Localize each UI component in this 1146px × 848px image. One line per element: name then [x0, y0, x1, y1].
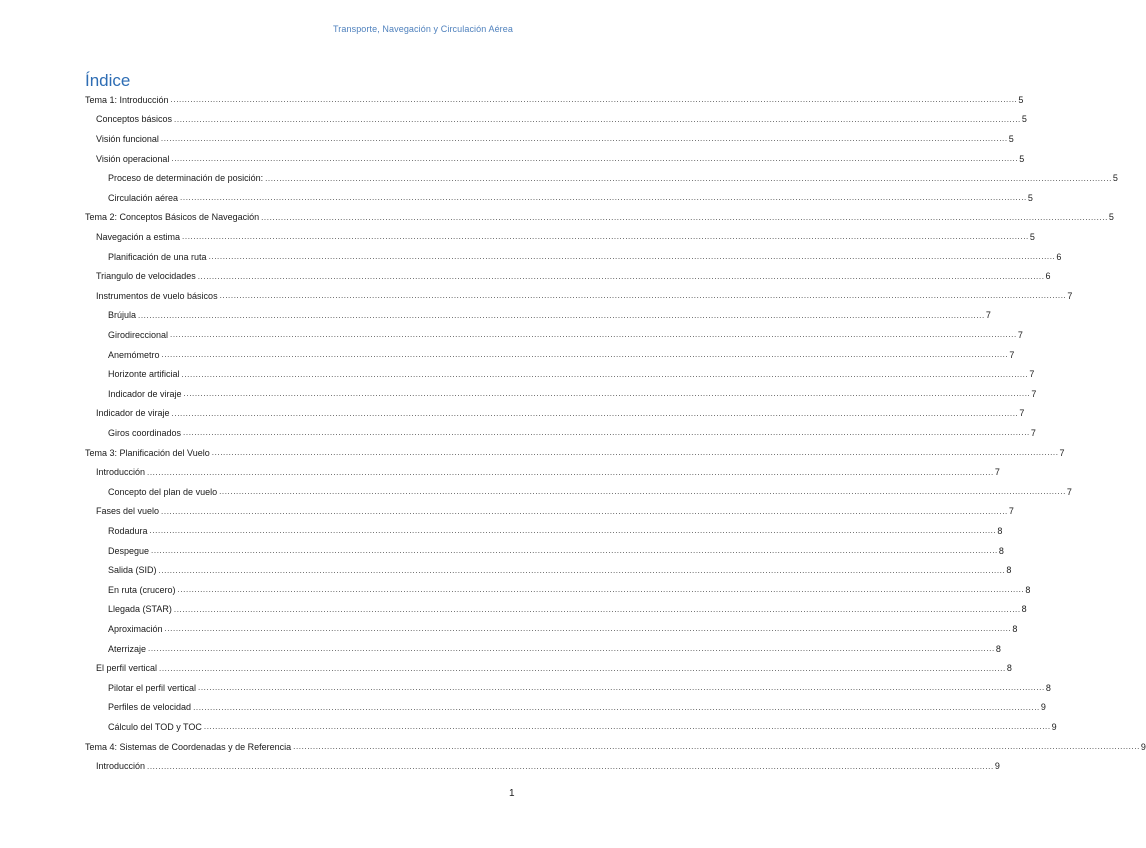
toc-entry-page: 7 [1030, 427, 1036, 438]
toc-entry-page: 5 [1019, 153, 1025, 164]
toc-leader-dots: ............................................................................................................................................................................................................................................................................................................ [170, 330, 1017, 340]
toc-leader-dots: ............................................................................................................................................................................................................................................................................................................ [261, 212, 1108, 222]
toc-entry[interactable] [96, 502, 1014, 522]
toc-entry-page: 9 [1051, 721, 1057, 732]
toc-entry-label: Anemómetro [108, 349, 160, 360]
toc-leader-dots: ............................................................................................................................................................................................................................................................................................................ [219, 487, 1066, 497]
toc-leader-dots: ............................................................................................................................................................................................................................................................................................................ [208, 252, 1056, 262]
page-number: 1 [509, 788, 515, 799]
toc-entry[interactable] [108, 717, 1057, 737]
toc-entry-label: Introducción [96, 761, 146, 772]
toc-entry-label: Girodireccional [108, 329, 169, 340]
toc-entry-page: 7 [1029, 369, 1035, 380]
toc-entry-label: Giros coordinados [108, 427, 182, 438]
toc-entry[interactable] [96, 756, 1000, 776]
toc-leader-dots: ............................................................................................................................................................................................................................................................................................................ [170, 95, 1018, 105]
toc-entry[interactable] [96, 227, 1035, 247]
toc-entry-label: Llegada (STAR) [108, 604, 172, 615]
toc-leader-dots: ............................................................................................................................................................................................................................................................................................................ [265, 173, 1112, 183]
toc-entry-page: 7 [985, 310, 991, 321]
toc-entry[interactable] [85, 208, 1114, 228]
toc-leader-dots: ............................................................................................................................................................................................................................................................................................................ [219, 291, 1067, 301]
toc-entry-page: 5 [1008, 133, 1014, 144]
toc-entry-page: 8 [995, 643, 1001, 654]
toc-entry[interactable] [85, 737, 1146, 757]
toc-leader-dots: ............................................................................................................................................................................................................................................................................................................ [293, 742, 1140, 752]
toc-entry-label: Indicador de viraje [96, 408, 170, 419]
toc-entry[interactable] [96, 286, 1073, 306]
toc-entry[interactable] [108, 521, 1003, 541]
toc-entry-page: 7 [1067, 290, 1073, 301]
toc-entry[interactable] [96, 404, 1025, 424]
toc-entry-label: Concepto del plan de vuelo [108, 486, 218, 497]
toc-entry-label: Despegue [108, 545, 150, 556]
toc-entry[interactable] [108, 482, 1072, 502]
toc-entry-page: 8 [1045, 682, 1051, 693]
toc-entry-label: Aterrizaje [108, 643, 147, 654]
toc-entry[interactable] [96, 658, 1012, 678]
toc-entry-page: 5 [1108, 212, 1114, 223]
toc-leader-dots: ............................................................................................................................................................................................................................................................................................................ [151, 546, 998, 556]
toc-entry[interactable] [108, 325, 1023, 345]
toc-entry-label: Proceso de determinación de posición: [108, 173, 264, 184]
toc-entry-page: 9 [1140, 741, 1146, 752]
toc-entry-page: 7 [1019, 408, 1025, 419]
toc-leader-dots: ............................................................................................................................................................................................................................................................................................................ [174, 114, 1021, 124]
toc-entry[interactable] [108, 364, 1035, 384]
toc-entry-label: Visión operacional [96, 153, 170, 164]
toc-entry-page: 7 [1031, 388, 1037, 399]
toc-entry[interactable] [85, 90, 1024, 110]
toc-leader-dots: ............................................................................................................................................................................................................................................................................................................ [193, 702, 1040, 712]
toc-entry-label: Conceptos básicos [96, 114, 173, 125]
toc-entry[interactable] [108, 600, 1027, 620]
toc-entry-label: Tema 2: Conceptos Básicos de Navegación [85, 212, 260, 223]
toc-entry[interactable] [108, 541, 1004, 561]
toc-leader-dots: ............................................................................................................................................................................................................................................................................................................ [182, 232, 1029, 242]
toc-entry-page: 7 [1066, 486, 1072, 497]
toc-entry-page: 5 [1029, 231, 1035, 242]
toc-entry-page: 7 [994, 467, 1000, 478]
toc-leader-dots: ............................................................................................................................................................................................................................................................................................................ [183, 428, 1030, 438]
toc-leader-dots: ............................................................................................................................................................................................................................................................................................................ [177, 585, 1025, 595]
toc-leader-dots: ............................................................................................................................................................................................................................................................................................................ [171, 408, 1019, 418]
toc-heading: Índice [85, 71, 131, 90]
toc-entry-page: 7 [1059, 447, 1065, 458]
toc-leader-dots: ............................................................................................................................................................................................................................................................................................................ [197, 271, 1045, 281]
toc-entry[interactable] [96, 462, 1000, 482]
toc-entry[interactable] [96, 266, 1051, 286]
toc-entry[interactable] [96, 129, 1014, 149]
toc-entry-label: Introducción [96, 467, 146, 478]
toc-entry[interactable] [96, 149, 1025, 169]
toc-leader-dots: ............................................................................................................................................................................................................................................................................................................ [203, 722, 1051, 732]
toc-entry[interactable] [108, 345, 1015, 365]
toc-entry-label: Salida (SID) [108, 565, 157, 576]
toc-entry[interactable] [108, 306, 991, 326]
toc-leader-dots: ............................................................................................................................................................................................................................................................................................................ [183, 389, 1031, 399]
toc-leader-dots: ............................................................................................................................................................................................................................................................................................................ [180, 193, 1027, 203]
toc-leader-dots: ............................................................................................................................................................................................................................................................................................................ [211, 448, 1059, 458]
toc-entry-page: 6 [1056, 251, 1062, 262]
toc-entry-label: Tema 1: Introducción [85, 94, 169, 105]
toc-entry-page: 5 [1112, 173, 1118, 184]
toc-entry[interactable] [85, 443, 1065, 463]
toc-leader-dots: ............................................................................................................................................................................................................................................................................................................ [138, 310, 985, 320]
toc-entry[interactable] [108, 580, 1031, 600]
toc-leader-dots: ............................................................................................................................................................................................................................................................................................................ [161, 350, 1009, 360]
toc-entry-label: Horizonte artificial [108, 369, 180, 380]
toc-entry[interactable] [108, 678, 1051, 698]
toc-entry-label: Visión funcional [96, 133, 159, 144]
toc-entry-page: 5 [1021, 114, 1027, 125]
toc-leader-dots: ............................................................................................................................................................................................................................................................................................................ [148, 644, 995, 654]
toc-leader-dots: ............................................................................................................................................................................................................................................................................................................ [164, 624, 1012, 634]
toc-entry-page: 5 [1027, 192, 1033, 203]
toc-entry-label: Brújula [108, 310, 137, 321]
toc-entry[interactable] [108, 639, 1001, 659]
toc-entry[interactable] [108, 698, 1046, 718]
toc-entry-label: Aproximación [108, 623, 163, 634]
toc-leader-dots: ............................................................................................................................................................................................................................................................................................................ [198, 683, 1045, 693]
toc-leader-dots: ............................................................................................................................................................................................................................................................................................................ [181, 369, 1029, 379]
toc-entry-page: 8 [1025, 584, 1031, 595]
toc-entry[interactable] [108, 560, 1012, 580]
toc-entry-page: 8 [1006, 663, 1012, 674]
toc-entry-page: 8 [997, 525, 1003, 536]
toc-leader-dots: ............................................................................................................................................................................................................................................................................................................ [149, 526, 997, 536]
toc-entry-page: 6 [1045, 271, 1051, 282]
toc-entry-page: 7 [1009, 349, 1015, 360]
toc-entry-label: Instrumentos de vuelo básicos [96, 290, 218, 301]
toc-leader-dots: ............................................................................................................................................................................................................................................................................................................ [160, 134, 1008, 144]
toc-entry[interactable] [108, 168, 1118, 188]
toc-entry-label: Rodadura [108, 525, 148, 536]
toc-entry-page: 8 [1012, 623, 1018, 634]
toc-entry-page: 7 [1017, 329, 1023, 340]
toc-entry-label: Tema 3: Planificación del Vuelo [85, 447, 210, 458]
toc-entry-label: Cálculo del TOD y TOC [108, 721, 202, 732]
toc-leader-dots: ............................................................................................................................................................................................................................................................................................................ [147, 761, 994, 771]
toc-entry-page: 9 [1040, 702, 1046, 713]
toc-entry-page: 9 [994, 761, 1000, 772]
toc-entry-page: 8 [1006, 565, 1012, 576]
toc-entry-label: Indicador de viraje [108, 388, 182, 399]
toc-leader-dots: ............................................................................................................................................................................................................................................................................................................ [159, 663, 1006, 673]
toc-entry-label: Navegación a estima [96, 231, 181, 242]
toc-entry-label: Perfiles de velocidad [108, 702, 192, 713]
toc-entry-label: En ruta (crucero) [108, 584, 176, 595]
toc-entry-page: 8 [1021, 604, 1027, 615]
toc-entry[interactable] [108, 247, 1062, 267]
toc-leader-dots: ............................................................................................................................................................................................................................................................................................................ [161, 506, 1008, 516]
toc-entry-label: Circulación aérea [108, 192, 179, 203]
toc-entry-page: 7 [1008, 506, 1014, 517]
toc-entry[interactable] [108, 188, 1033, 208]
running-header: Transporte, Navegación y Circulación Aérea [333, 24, 513, 34]
toc-leader-dots: ............................................................................................................................................................................................................................................................................................................ [147, 467, 994, 477]
toc-entry[interactable] [108, 384, 1037, 404]
toc-leader-dots: ............................................................................................................................................................................................................................................................................................................ [173, 604, 1021, 614]
toc-entry[interactable] [108, 423, 1036, 443]
toc-entry-page: 5 [1018, 94, 1024, 105]
toc-leader-dots: ............................................................................................................................................................................................................................................................................................................ [158, 565, 1006, 575]
toc-entry-label: Triangulo de velocidades [96, 271, 196, 282]
toc-leader-dots: ............................................................................................................................................................................................................................................................................................................ [171, 154, 1019, 164]
toc-entry-label: Tema 4: Sistemas de Coordenadas y de Referencia [85, 741, 292, 752]
toc-entry-label: Fases del vuelo [96, 506, 160, 517]
toc-entry-label: Planificación de una ruta [108, 251, 207, 262]
toc-entry[interactable] [96, 110, 1027, 130]
toc-entry[interactable] [108, 619, 1018, 639]
toc-entry-label: Pilotar el perfil vertical [108, 682, 197, 693]
toc-entry-page: 8 [998, 545, 1004, 556]
toc-entry-label: El perfil vertical [96, 663, 158, 674]
